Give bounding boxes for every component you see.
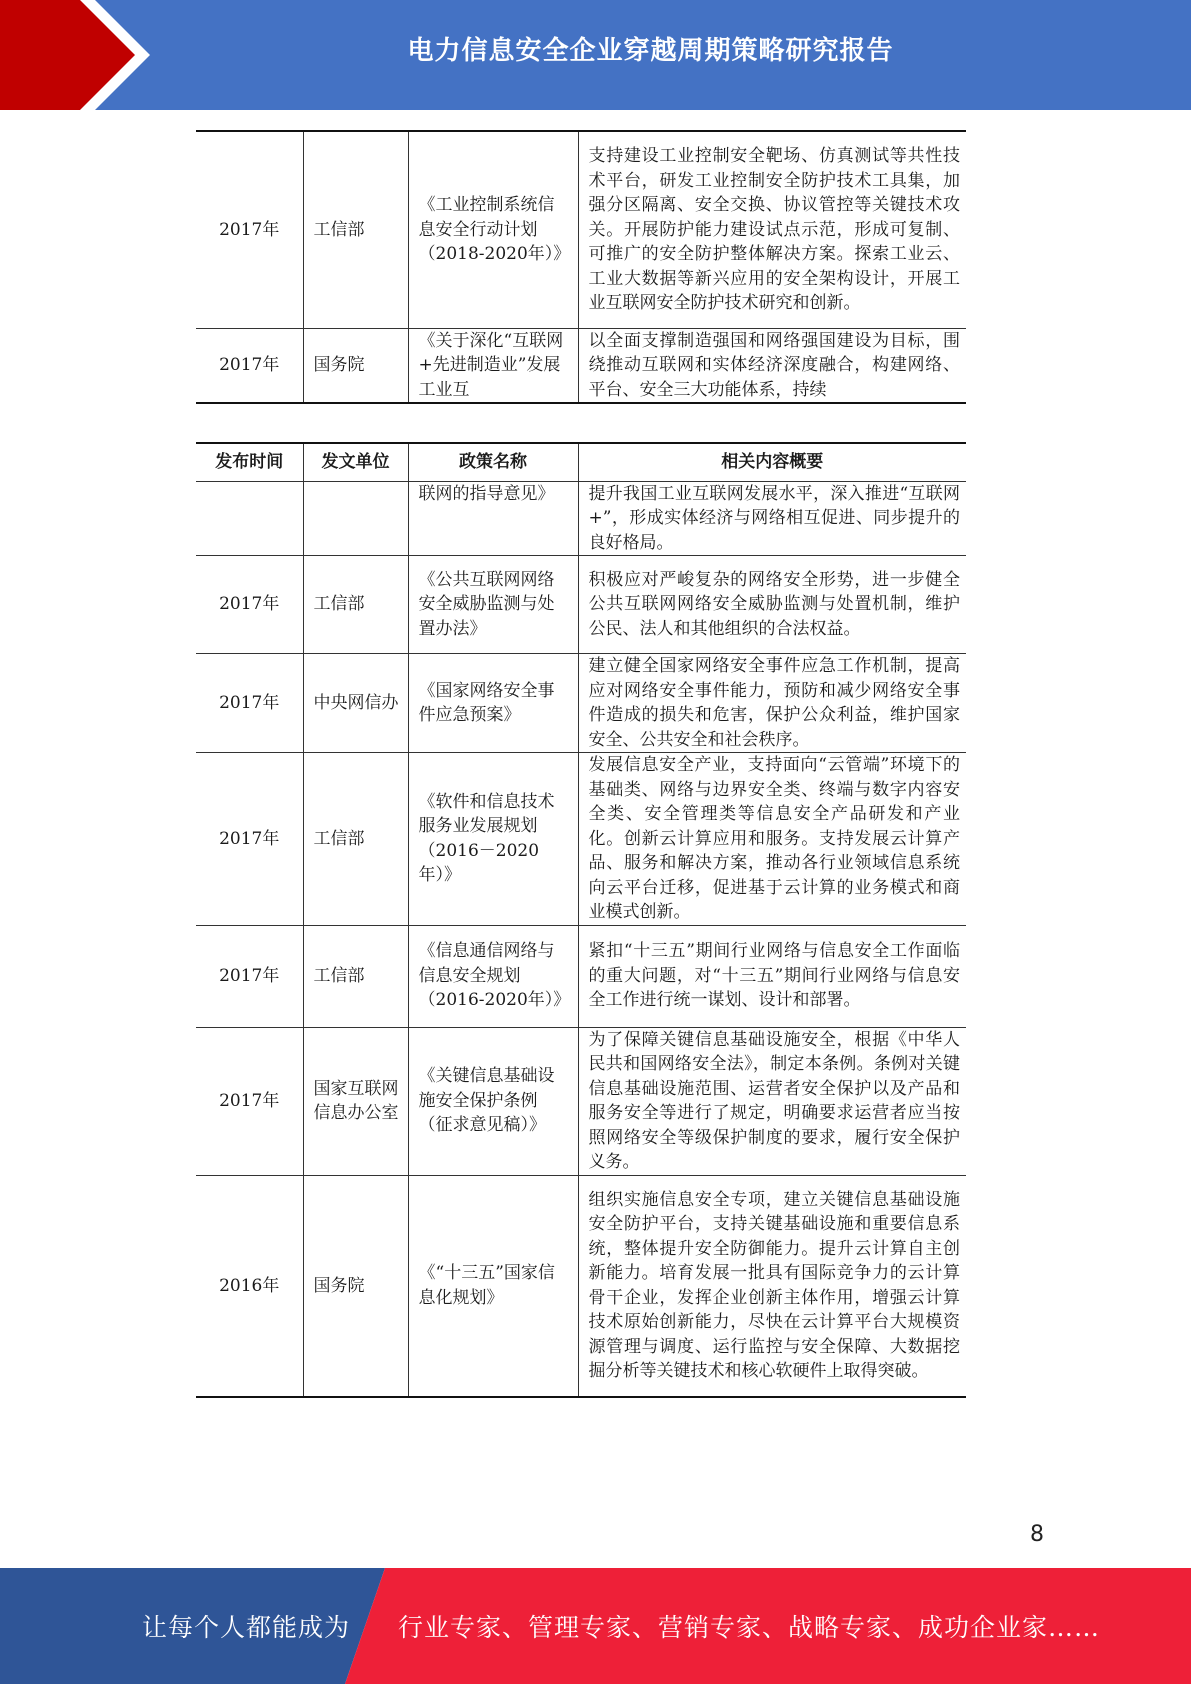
table-row (196, 1175, 966, 1397)
table-row (196, 925, 966, 1027)
cell-year: 2016年 (196, 1175, 303, 1397)
table-row (196, 131, 966, 328)
cell-policy-name: 《关于深化“互联网+先进制造业”发展工业互 (408, 328, 578, 403)
table-row (196, 753, 966, 926)
cell-policy-name: 《“十三五”国家信息化规划》 (408, 1175, 578, 1397)
cell-year: 2017年 (196, 753, 303, 926)
cell-year: 2017年 (196, 328, 303, 403)
footer-slogan-left: 让每个人都能成为 (142, 1613, 351, 1642)
table-row (196, 1027, 966, 1175)
cell-summary: 以全面支撑制造强国和网络强国建设为目标，围绕推动互联网和实体经济深度融合，构建网络、平台、安全三大功能体系，持续 (578, 328, 966, 403)
cell-summary: 支持建设工业控制安全靶场、仿真测试等共性技术平台，研发工业控制安全防护技术工具集，加强分区隔离、安全交换、协议管控等关键技术攻关。开展防护能力建设试点示范，形成可复制、可推广的安全防护整体解决方案。探索工业云、工业大数据等新兴应用的安全架构设计，开展工业互联网安全防护技术研究和创新。 (578, 131, 966, 328)
cell-policy-name: 《国家网络安全事件应急预案》 (408, 654, 578, 753)
cell-summary: 积极应对严峻复杂的网络安全形势，进一步健全公共互联网网络安全威胁监测与处置机制，维护公民、法人和其他组织的合法权益。 (578, 556, 966, 654)
report-title: 电力信息安全企业穿越周期策略研究报告 (407, 36, 894, 66)
cell-year: 2017年 (196, 1027, 303, 1175)
policy-table-continued (196, 130, 966, 404)
table-row (196, 654, 966, 753)
cell-policy-name: 《工业控制系统信息安全行动计划（2018-2020年）》 (408, 131, 578, 328)
cell-dept: 国家互联网信息办公室 (303, 1027, 408, 1175)
cell-policy-name: 《关键信息基础设施安全保护条例（征求意见稿）》 (408, 1027, 578, 1175)
cell-policy-name: 《信息通信网络与信息安全规划（2016-2020年）》 (408, 925, 578, 1027)
cell-dept: 工信部 (303, 925, 408, 1027)
cell-dept (303, 481, 408, 556)
page-footer (0, 1568, 1191, 1684)
cell-summary: 紧扣“十三五”期间行业网络与信息安全工作面临的重大问题，对“十三五”期间行业网络与信息安全工作进行统一谋划、设计和部署。 (578, 925, 966, 1027)
cell-summary: 组织实施信息安全专项，建立关键信息基础设施安全防护平台，支持关键基础设施和重要信息系统，整体提升安全防御能力。提升云计算自主创新能力。培育发展一批具有国际竞争力的云计算骨干企业，发挥企业创新主体作用，增强云计算技术原始创新能力，尽快在云计算平台大规模资源管理与调度、运行监控与安全保障、大数据挖掘分析等关键技术和核心软硬件上取得突破。 (578, 1175, 966, 1397)
cell-year (196, 481, 303, 556)
cell-year: 2017年 (196, 131, 303, 328)
cell-year: 2017年 (196, 556, 303, 654)
cell-dept: 国务院 (303, 1175, 408, 1397)
cell-dept: 国务院 (303, 328, 408, 403)
cell-summary: 发展信息安全产业，支持面向“云管端”环境下的基础类、网络与边界安全类、终端与数字内容安全类、安全管理类等信息安全产品研发和产业化。创新云计算应用和服务。支持发展云计算产品、服务和解决方案，推动各行业领域信息系统向云平台迁移，促进基于云计算的业务模式和商业模式创新。 (578, 753, 966, 926)
cell-policy-name: 《公共互联网网络安全威胁监测与处置办法》 (408, 556, 578, 654)
cell-summary: 为了保障关键信息基础设施安全，根据《中华人民共和国网络安全法》，制定本条例。条例对关键信息基础设施范围、运营者安全保护以及产品和服务安全等进行了规定，明确要求运营者应当按照网络安全等级保护制度的要求，履行安全保护义务。 (578, 1027, 966, 1175)
page-number: 8 (1030, 1522, 1044, 1547)
cell-summary: 建立健全国家网络安全事件应急工作机制，提高应对网络安全事件能力，预防和减少网络安全事件造成的损失和危害，保护公众利益，维护国家安全、公共安全和社会秩序。 (578, 654, 966, 753)
header-policy-name: 政策名称 (408, 443, 578, 481)
cell-dept: 工信部 (303, 556, 408, 654)
cell-year: 2017年 (196, 654, 303, 753)
header-summary: 相关内容概要 (578, 443, 966, 481)
table-row (196, 556, 966, 654)
footer-slogan-right: 行业专家、管理专家、营销专家、战略专家、成功企业家…… (398, 1613, 1101, 1642)
cell-policy-name: 《软件和信息技术服务业发展规划（2016－2020年）》 (408, 753, 578, 926)
cell-year: 2017年 (196, 925, 303, 1027)
cell-summary: 提升我国工业互联网发展水平，深入推进“互联网+”，形成实体经济与网络相互促进、同步提升的良好格局。 (578, 481, 966, 556)
cell-dept: 工信部 (303, 131, 408, 328)
table-header-row (196, 443, 966, 481)
policy-table (196, 442, 966, 1398)
cell-dept: 中央网信办 (303, 654, 408, 753)
header-dept: 发文单位 (303, 443, 408, 481)
table-row (196, 481, 966, 556)
table-row (196, 328, 966, 403)
header-year: 发布时间 (196, 443, 303, 481)
cell-policy-name: 联网的指导意见》 (408, 481, 578, 556)
page-header (0, 0, 1191, 110)
cell-dept: 工信部 (303, 753, 408, 926)
